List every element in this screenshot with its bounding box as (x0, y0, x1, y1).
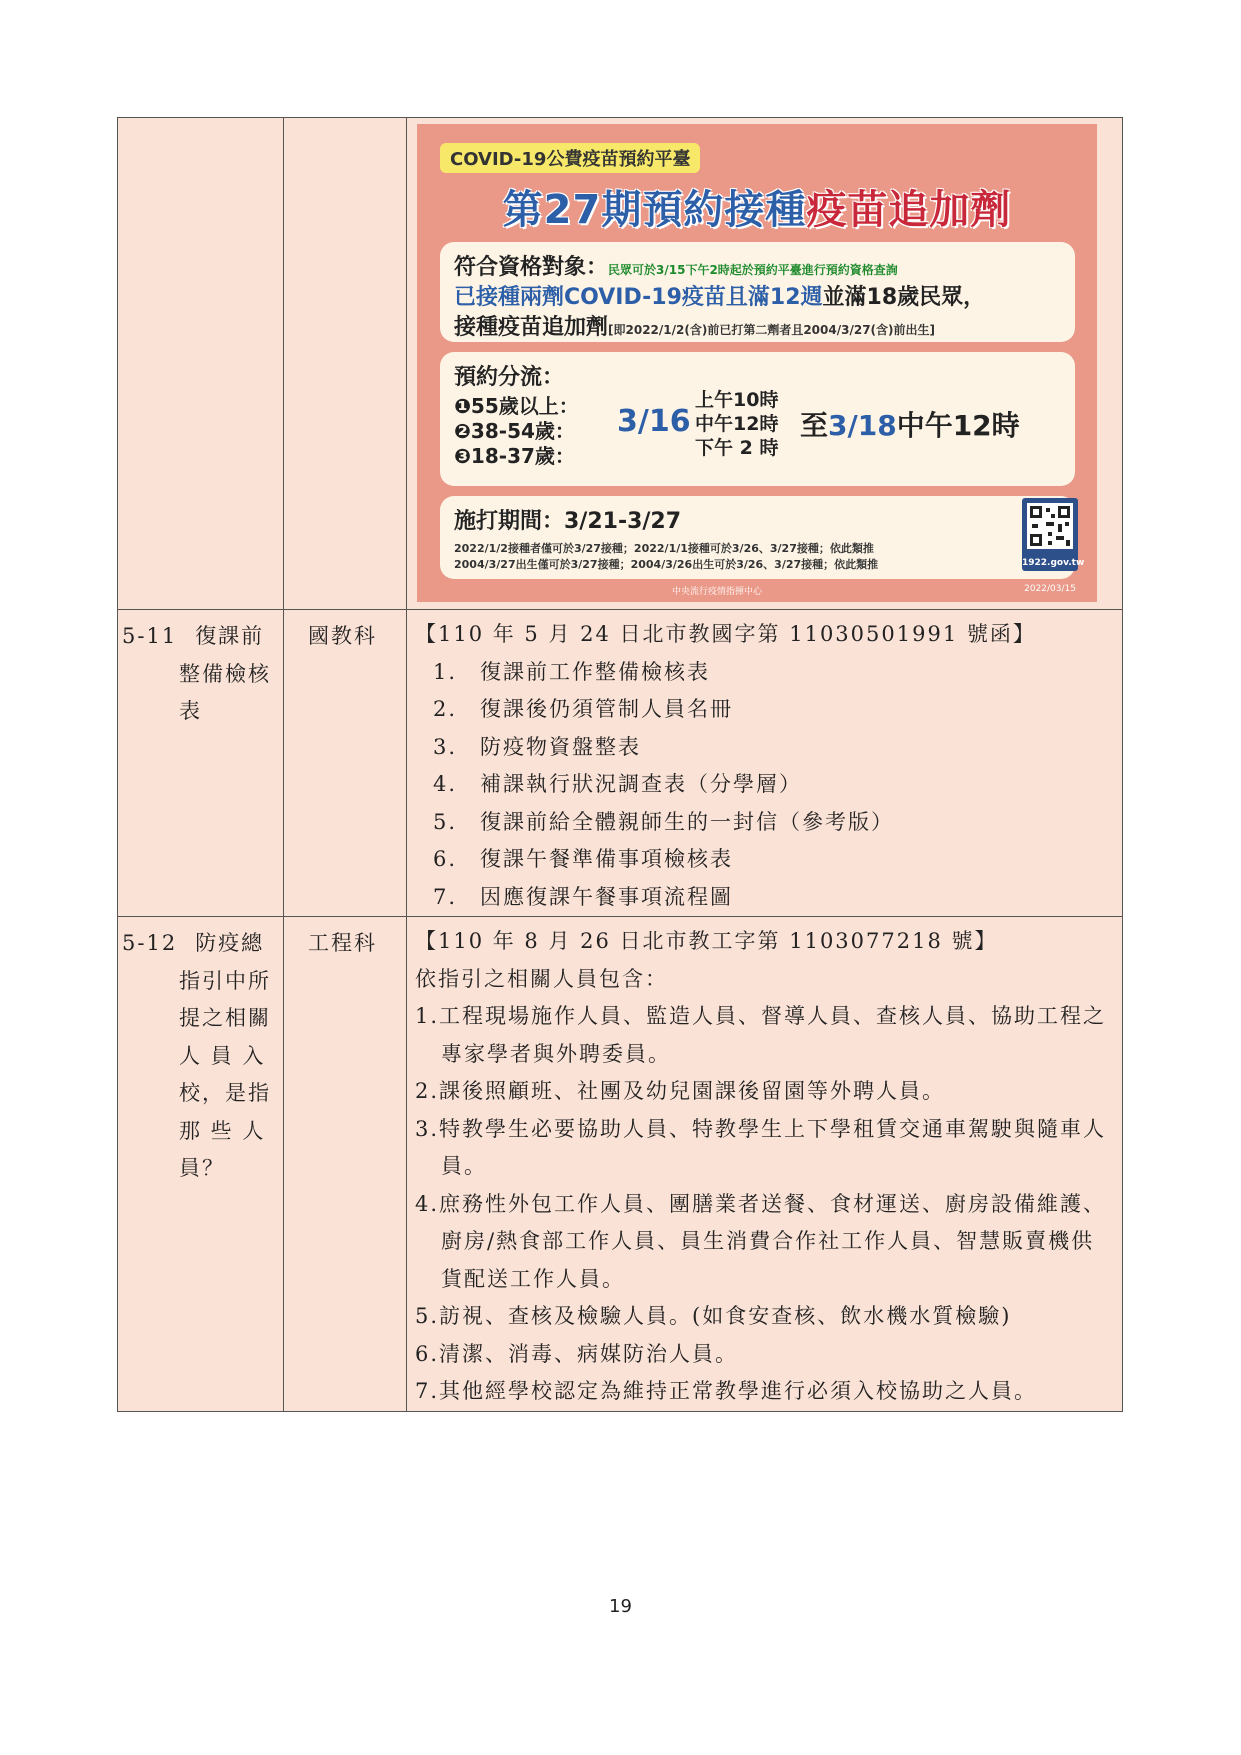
schedule-box: 預約分流： ❶55歲以上： ❷38-54歲： ❸18-37歲： 3/16 上午10時 中午12時 下午 2 時 至3/18中午12時 (440, 352, 1075, 486)
list-item: 3.特教學生必要協助人員、特教學生上下學租賃交通車駕駛與隨車人員。 (415, 1116, 1107, 1178)
page-number: 19 (609, 1596, 632, 1617)
poster-cell (407, 118, 1123, 610)
document-table (117, 117, 1123, 1412)
item-cell-empty (118, 118, 284, 610)
start-date: 3/16 (617, 404, 691, 439)
qr-code-icon: 1922.gov.tw (1022, 498, 1078, 571)
list-item: 6. 復課午餐準備事項檢核表 (433, 847, 734, 871)
item-number: 5-11 (122, 624, 178, 648)
poster-title: 第27期預約接種疫苗追加劑 (502, 187, 1012, 233)
list-item: 6.清潔、消毒、病媒防治人員。 (415, 1341, 739, 1366)
end-date: 至3/18中午12時 (800, 409, 1020, 442)
content-cell (407, 917, 1123, 1412)
item-cell: 5-11 復課前 整備檢核 表 (118, 610, 284, 917)
table-row (118, 118, 1123, 610)
list-item: 1. 復課前工作整備檢核表 (433, 659, 711, 684)
document-reference: 【110 年 8 月 26 日北市教工字第 1103077218 號】 (415, 929, 998, 953)
period-box: 施打期間：3/21-3/27 2022/1/2接種者僅可於3/27接種；2022/1/1接種可於3/26、3/27接種；依此類推 2004/3/27出生僅可於3/27接種；2004/3/26出生可於3/26、3/27接種；依此類推 (440, 496, 1075, 579)
list-item: 2. 復課後仍須管制人員名冊 (433, 697, 734, 721)
list-item: 5. 復課前給全體親師生的一封信（參考版） (433, 809, 895, 834)
vaccine-poster-image: COVID-19公費疫苗預約平臺 第27期預約接種疫苗追加劑 符合資格對象：民眾可於3/15下午2時起於預約平臺進行預約資格查詢 已接種兩劑COVID-19疫苗且滿12週並滿18歲民眾， 接種疫苗追加劑[即2022/1/2(含)前已打第二劑者且2004/3/27(含)前出生] 預約分流： ❶55歲以上： ❷38-54歲： ❸18-37歲： 3/16 上午10時 中午12時 下午 2 時 至3/18中午12時 施打期間：3/21-3/27 2022/1/2接種者僅可於3/27接種；2022/1/1接種可於3/26、3/27接種；依此類推 2004/3/27出生僅可於3/27接種；2004/3/26出生可於3/26、3/27接種；依此類推 1922.gov.tw 中央流行疫情指揮中心 2022/03/15 (417, 124, 1097, 602)
list-item: 7. 因應復課午餐事項流程圖 (433, 884, 734, 909)
intro-text: 依指引之相關人員包含： (415, 966, 668, 991)
item-number: 5-12 (122, 931, 178, 955)
document-reference: 【110 年 5 月 24 日北市教國字第 11030501991 號函】 (415, 622, 1036, 646)
list-item: 2.課後照顧班、社團及幼兒園課後留園等外聘人員。 (415, 1079, 946, 1103)
table-row (118, 917, 1123, 1412)
table-row (118, 610, 1123, 917)
eligibility-box: 符合資格對象：民眾可於3/15下午2時起於預約平臺進行預約資格查詢 已接種兩劑COVID-19疫苗且滿12週並滿18歲民眾， 接種疫苗追加劑[即2022/1/2(含)前已打第二劑者且2004/3/27(含)前出生] (440, 242, 1075, 342)
list-item: 4. 補課執行狀況調查表（分學層） (433, 772, 803, 796)
list-item: 3. 防疫物資盤整表 (433, 734, 642, 759)
unit-cell-empty (284, 118, 407, 610)
content-cell (407, 610, 1123, 917)
item-cell: 5-12 防疫總 指引中所 提之相關 人 員 入 校，是指 那 些 人 員？ (118, 917, 284, 1412)
time-slots: 上午10時 中午12時 下午 2 時 (695, 389, 779, 459)
list-item: 4.庶務性外包工作人員、團膳業者送餐、食材運送、廚房設備維護、廚房/熱食部工作人員、員生消費合作社工作人員、智慧販賣機供貨配送工作人員。 (415, 1191, 1107, 1291)
unit-cell: 國教科 (284, 610, 407, 917)
unit-cell: 工程科 (284, 917, 407, 1412)
list-item: 5.訪視、查核及檢驗人員。(如食安查核、飲水機水質檢驗) (415, 1304, 1012, 1328)
list-item: 1.工程現場施作人員、監造人員、督導人員、查核人員、協助工程之專家學者與外聘委員。 (415, 1004, 1107, 1066)
poster-tag: COVID-19公費疫苗預約平臺 (440, 143, 700, 173)
list-item: 7.其他經學校認定為維持正常教學進行必須入校協助之人員。 (415, 1379, 1038, 1403)
